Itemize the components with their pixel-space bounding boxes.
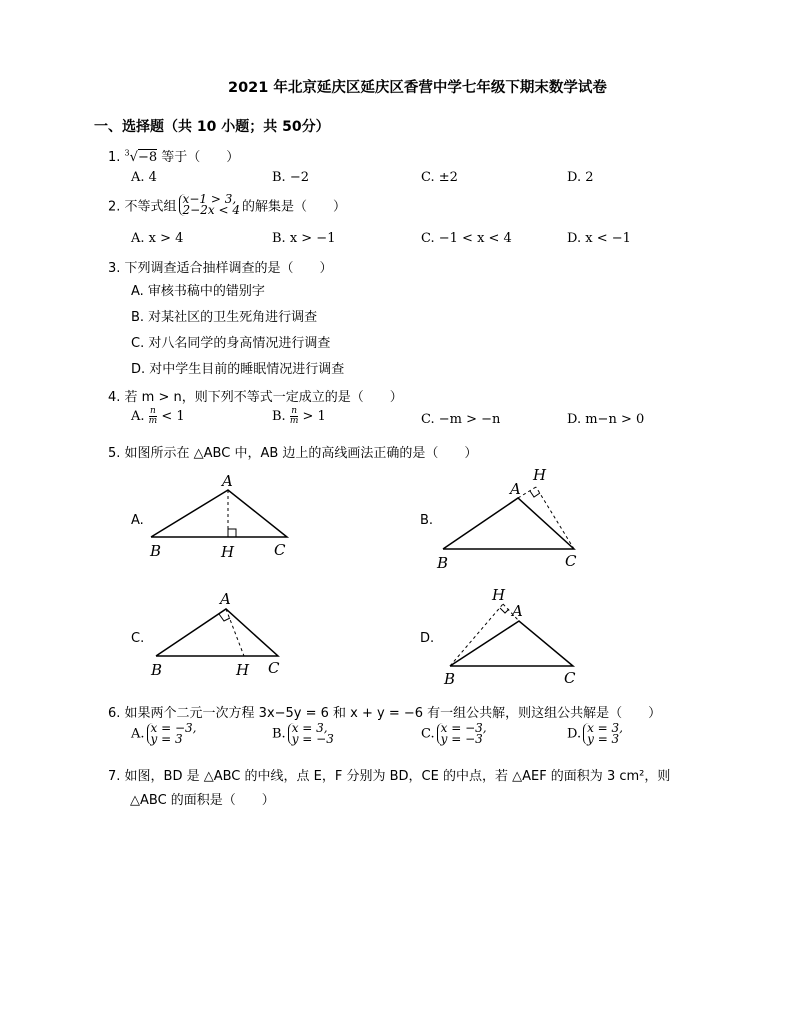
fig-d-point-a: A [512,602,523,620]
q3-option-a: A. 审核书稿中的错别字 [131,284,265,299]
fig-c-point-c: C [268,659,280,677]
q1-option-b: B. −2 [272,170,309,185]
figure-c [156,609,278,656]
fig-c-point-h: H [236,661,250,679]
q3-option-b: B. 对某社区的卫生死角进行调查 [131,310,318,325]
question-2-stem: 2. 不等式组 x−1 > 3, 2−2x < 4 的解集是（ ） [108,192,346,217]
question-1-tail: 等于（ ） [161,150,240,165]
fig-a-point-a: A [222,472,233,490]
fig-b-point-h: H [533,466,547,484]
fig-a-point-c: C [274,541,286,559]
q6-option-a: A. x = −3, y = 3 [131,721,197,746]
fig-d-point-c: C [564,669,576,687]
q4-option-b: B. $\frac{n}{m}$ > 1 [272,406,326,426]
fig-a-point-b: B [150,542,162,560]
q4-option-d: D. m−n > 0 [567,412,645,427]
q5-option-d-label: D. [420,631,435,646]
right-angle-icon [228,529,236,537]
question-3-stem: 3. 下列调查适合抽样调查的是（ ） [108,261,333,276]
q1-option-a: A. 4 [131,170,157,185]
fig-c-point-a: A [220,590,231,608]
question-7-line-2: △ABC 的面积是（ ） [130,793,275,808]
q1-option-d: D. 2 [567,170,594,185]
triangle-abc-c [156,609,278,656]
fig-d-point-b: B [444,670,456,688]
root-index: 3 [124,148,130,158]
altitude-d [450,604,503,666]
question-6-stem: 6. 如果两个二元一次方程 3x−5y = 6 和 x + y = −6 有一组公共解，则这组公共解是（ ） [108,706,662,721]
page-title: 2021 年北京延庆区延庆区香营中学七年级下期末数学试卷 [228,80,607,96]
q3-option-c: C. 对八名同学的身高情况进行调查 [131,336,331,351]
altitude-b [536,487,574,549]
q2-option-a: A. x > 4 [131,231,184,246]
q2-option-d: D. x < −1 [567,231,631,246]
fig-a-point-h: H [221,543,235,561]
q5-option-a-label: A. [131,513,144,528]
q3-option-d: D. 对中学生目前的睡眠情况进行调查 [131,362,345,377]
q4-option-a: A. $\frac{n}{m}$ < 1 [131,406,185,426]
q6-option-d: D. x = 3, y = 3 [567,721,623,746]
q5-option-c-label: C. [131,631,145,646]
question-4-stem: 4. 若 m > n，则下列不等式一定成立的是（ ） [108,390,403,405]
triangle-abc-d [450,621,573,666]
fig-d-point-h: H [492,586,506,604]
fraction: $\frac{n}{m}$ [148,406,158,426]
fig-b-point-a: A [510,480,521,498]
radical-icon: √ [129,150,138,165]
triangle-abc-a [151,490,287,537]
figure-b [443,487,574,549]
q2-option-b: B. x > −1 [272,231,336,246]
altitude-c [226,609,244,656]
question-7-line-1: 7. 如图，BD 是 △ABC 的中线，点 E，F 分别为 BD，CE 的中点，若 △AEF 的面积为 3 cm²，则 [108,769,671,784]
q6-option-c: C. x = −3, y = −3 [421,721,487,746]
figure-a [151,490,287,537]
radicand: −8 [137,150,158,165]
q6-option-b: B. x = 3, y = −3 [272,721,334,746]
fig-b-point-c: C [565,552,577,570]
fig-c-point-b: B [151,661,163,679]
section-heading: 一、选择题（共 10 小题；共 50分） [94,119,330,135]
question-5-stem: 5. 如图所示在 △ABC 中，AB 边上的高线画法正确的是（ ） [108,446,478,461]
inequality-system: x−1 > 3, 2−2x < 4 [179,194,240,216]
q5-option-b-label: B. [420,513,434,528]
q2-option-c: C. −1 < x < 4 [421,231,512,246]
question-number: 1. [108,150,121,165]
triangle-abc-b [443,498,574,549]
fig-b-point-b: B [437,554,449,572]
q4-option-c: C. −m > −n [421,412,501,427]
q1-option-c: C. ±2 [421,170,458,185]
fraction: $\frac{n}{m}$ [289,406,299,426]
